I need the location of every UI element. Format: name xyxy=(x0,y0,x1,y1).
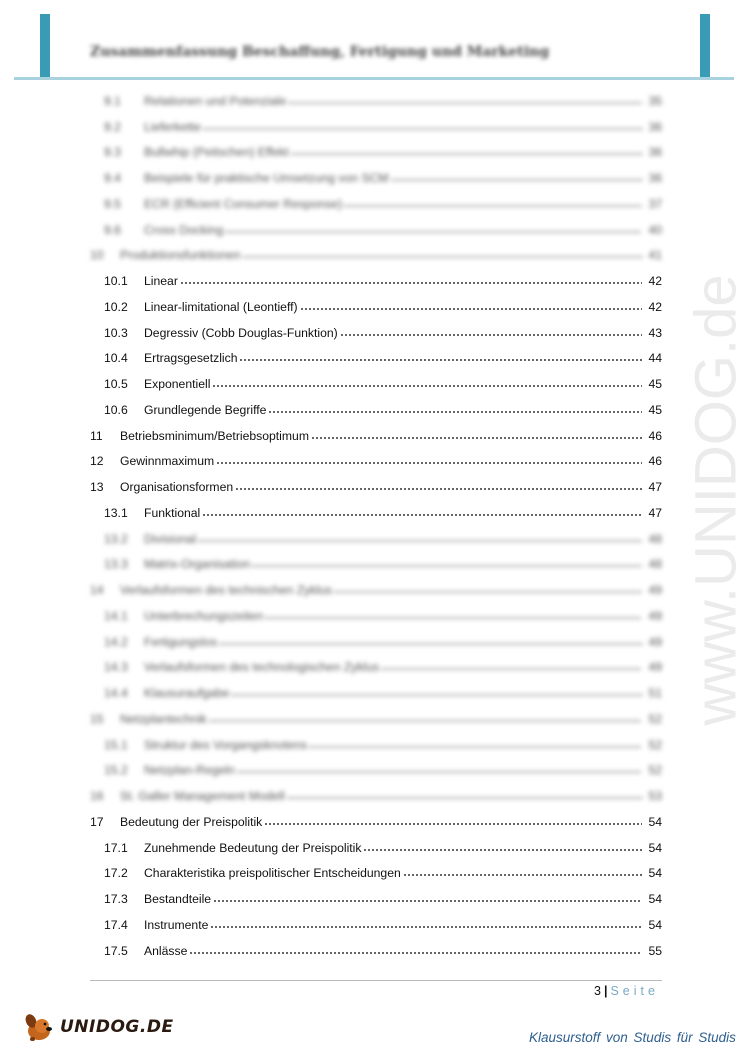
toc-entry[interactable] xyxy=(90,397,662,423)
toc-entry-title: Bullwhip (Peitschen) Effekt xyxy=(144,145,289,160)
toc-entry[interactable] xyxy=(90,912,662,938)
toc-entry-page: 37 xyxy=(648,196,662,211)
toc-entry-number: 13.3 xyxy=(104,557,128,572)
unidog-logo xyxy=(22,1012,174,1042)
toc-entry-title: Ertragsgesetzlich xyxy=(144,351,238,366)
toc-entry-page: 54 xyxy=(648,917,662,932)
toc-entry-page: 36 xyxy=(648,119,662,134)
toc-entry-title: Beispiele für praktische Umsetzung von SCM xyxy=(144,171,389,186)
toc-dot-leader xyxy=(225,227,642,237)
toc-dot-leader xyxy=(311,433,642,443)
toc-entry-page: 47 xyxy=(648,480,662,495)
toc-entry-number: 14 xyxy=(90,583,104,598)
header-divider xyxy=(14,77,734,80)
toc-entry-page: 46 xyxy=(648,428,662,443)
toc-entry-number: 15.1 xyxy=(104,737,128,752)
toc-entry[interactable] xyxy=(90,320,662,346)
toc-entry[interactable] xyxy=(90,526,662,552)
watermark: www.UNIDOG.de xyxy=(683,274,749,726)
toc-entry-number: 17.5 xyxy=(104,943,128,958)
toc-entry-number: 11 xyxy=(90,428,103,443)
toc-entry-page: 42 xyxy=(648,274,662,289)
toc-entry-title: Fertigungslos xyxy=(144,634,218,649)
toc-entry-page: 48 xyxy=(648,557,662,572)
toc-entry-title: Grundlegende Begriffe xyxy=(144,402,267,417)
toc-entry[interactable] xyxy=(90,217,662,243)
toc-entry-title: Produktionsfunktionen xyxy=(120,248,241,263)
toc-dot-leader xyxy=(381,664,642,674)
toc-dot-leader xyxy=(209,716,642,726)
toc-dot-leader xyxy=(203,124,642,134)
page-word: Seite xyxy=(610,984,659,998)
toc-entry-page: 49 xyxy=(648,583,662,598)
toc-dot-leader xyxy=(198,536,642,546)
toc-entry-number: 10.1 xyxy=(104,274,128,289)
toc-dot-leader xyxy=(300,304,642,314)
toc-entry-page: 44 xyxy=(648,351,662,366)
logo-text: UNIDOG.DE xyxy=(60,1017,174,1037)
toc-entry-number: 10.4 xyxy=(104,351,128,366)
toc-entry-title: Struktur des Vorgangsknotens xyxy=(144,737,308,752)
toc-dot-leader xyxy=(291,149,642,159)
toc-entry-page: 53 xyxy=(648,789,662,804)
toc-entry-number: 9.6 xyxy=(104,222,121,237)
toc-dot-leader xyxy=(340,330,642,340)
toc-entry-page: 48 xyxy=(648,531,662,546)
toc-entry-title: Funktional xyxy=(144,505,201,520)
header-accent-bar-left xyxy=(40,14,50,80)
toc-entry[interactable] xyxy=(90,500,662,526)
toc-entry-title: Linear-limitational (Leontieff) xyxy=(144,299,298,314)
toc-entry-number: 17 xyxy=(90,814,104,829)
toc-dot-leader xyxy=(288,98,642,108)
toc-entry-number: 14.3 xyxy=(104,660,128,675)
toc-entry[interactable] xyxy=(90,165,662,191)
slogan: Klausurstoff von Studis für Studis xyxy=(529,1030,736,1045)
toc-entry-title: ECR (Efficient Consumer Response) xyxy=(144,196,343,211)
toc-dot-leader xyxy=(268,407,642,417)
toc-entry-page: 52 xyxy=(648,763,662,778)
toc-entry-page: 47 xyxy=(648,505,662,520)
toc-entry-number: 12 xyxy=(90,454,104,469)
toc-dot-leader xyxy=(264,819,642,829)
toc-entry-number: 17.3 xyxy=(104,892,128,907)
toc-dot-leader xyxy=(309,742,642,752)
toc-dot-leader xyxy=(344,201,642,211)
document-header-title: Zusammenfassung Beschaffung, Fertigung und Marketing xyxy=(90,44,550,60)
dog-mascot-icon xyxy=(22,1012,56,1042)
toc-entry[interactable] xyxy=(90,783,662,809)
toc-entry-page: 49 xyxy=(648,608,662,623)
toc-entry-number: 9.1 xyxy=(104,93,121,108)
toc-entry-number: 13.1 xyxy=(104,505,128,520)
toc-entry-title: Divisional xyxy=(144,531,197,546)
toc-entry-title: Verlaufsformen des technologischen Zyklus xyxy=(144,660,380,675)
toc-entry[interactable] xyxy=(90,371,662,397)
toc-dot-leader xyxy=(252,561,642,571)
toc-dot-leader xyxy=(239,355,642,365)
toc-entry-number: 9.2 xyxy=(104,119,121,134)
toc-entry-number: 13 xyxy=(90,480,104,495)
toc-dot-leader xyxy=(391,175,642,185)
toc-entry[interactable] xyxy=(90,294,662,320)
toc-entry-page: 43 xyxy=(648,325,662,340)
toc-entry-title: Bedeutung der Preispolitik xyxy=(120,814,263,829)
toc-entry-page: 49 xyxy=(648,660,662,675)
toc-entry[interactable] xyxy=(90,114,662,140)
toc-entry-number: 9.4 xyxy=(104,171,121,186)
toc-entry[interactable] xyxy=(90,886,662,912)
toc-entry[interactable] xyxy=(90,346,662,372)
toc-dot-leader xyxy=(237,767,642,777)
toc-dot-leader xyxy=(287,793,642,803)
toc-entry-number: 9.3 xyxy=(104,145,121,160)
toc-dot-leader xyxy=(334,587,642,597)
page-number-value: 3 xyxy=(594,984,601,998)
toc-entry[interactable] xyxy=(90,938,662,964)
toc-entry-number: 10.6 xyxy=(104,402,128,417)
header-accent-bar-right xyxy=(700,14,710,80)
toc-entry-page: 51 xyxy=(648,686,662,701)
toc-entry-number: 14.1 xyxy=(104,608,128,623)
toc-entry-number: 14.2 xyxy=(104,634,128,649)
toc-dot-leader xyxy=(210,922,642,932)
toc-dot-leader xyxy=(189,948,642,958)
toc-entry[interactable] xyxy=(90,449,662,475)
toc-entry-title: Relationen und Potenziale xyxy=(144,93,287,108)
toc-entry[interactable] xyxy=(90,655,662,681)
toc-entry-page: 54 xyxy=(648,892,662,907)
toc-dot-leader xyxy=(235,484,642,494)
toc-entry[interactable] xyxy=(90,603,662,629)
toc-entry-page: 36 xyxy=(648,145,662,160)
toc-entry-number: 17.1 xyxy=(104,840,128,855)
toc-entry-number: 9.5 xyxy=(104,196,121,211)
toc-entry[interactable] xyxy=(90,88,662,114)
toc-dot-leader xyxy=(180,278,642,288)
toc-dot-leader xyxy=(216,458,642,468)
toc-entry-page: 36 xyxy=(648,171,662,186)
toc-entry-title: Linear xyxy=(144,274,178,289)
toc-entry[interactable] xyxy=(90,629,662,655)
toc-entry[interactable] xyxy=(90,577,662,603)
toc-entry-title: Verlaufsformen des technischen Zyklus xyxy=(120,583,333,598)
toc-entry-page: 52 xyxy=(648,737,662,752)
toc-dot-leader xyxy=(243,252,642,262)
toc-dot-leader xyxy=(213,896,642,906)
toc-entry[interactable] xyxy=(90,243,662,269)
toc-entry-title: Bestandteile xyxy=(144,892,212,907)
toc-entry-title: Anlässe xyxy=(144,943,188,958)
toc-entry-number: 14.4 xyxy=(104,686,128,701)
toc-dot-leader xyxy=(403,870,642,880)
page-number-separator: | xyxy=(603,984,608,998)
toc-entry-page: 46 xyxy=(648,454,662,469)
toc-entry[interactable] xyxy=(90,423,662,449)
toc-entry[interactable] xyxy=(90,758,662,784)
toc-entry[interactable] xyxy=(90,861,662,887)
toc-entry-title: Organisationsformen xyxy=(120,480,234,495)
toc-entry[interactable] xyxy=(90,835,662,861)
toc-entry-page: 40 xyxy=(648,222,662,237)
toc-entry-number: 10.2 xyxy=(104,299,128,314)
toc-entry-title: Zunehmende Bedeutung der Preispolitik xyxy=(144,840,362,855)
toc-entry[interactable] xyxy=(90,680,662,706)
toc-entry-title: Betriebsminimum/Betriebsoptimum xyxy=(120,428,309,443)
toc-entry-page: 35 xyxy=(648,93,662,108)
toc-entry-page: 54 xyxy=(648,866,662,881)
page-number xyxy=(594,984,659,998)
toc-entry[interactable] xyxy=(90,706,662,732)
toc-entry-number: 17.2 xyxy=(104,866,128,881)
toc-entry[interactable] xyxy=(90,474,662,500)
toc-entry-number: 15 xyxy=(90,711,104,726)
toc-entry-page: 49 xyxy=(648,634,662,649)
toc-dot-leader xyxy=(219,639,642,649)
toc-entry-title: Degressiv (Cobb Douglas-Funktion) xyxy=(144,325,338,340)
toc-entry-title: Klausuraufgabe xyxy=(144,686,230,701)
toc-entry-title: Cross Docking xyxy=(144,222,224,237)
toc-dot-leader xyxy=(212,381,642,391)
toc-entry[interactable] xyxy=(90,552,662,578)
toc-entry-title: Charakteristika preispolitischer Entscheidungen xyxy=(144,866,401,881)
toc-entry-page: 41 xyxy=(648,248,662,263)
toc-entry-title: St. Galler Management Modell xyxy=(120,789,285,804)
toc-entry[interactable] xyxy=(90,191,662,217)
toc-entry[interactable] xyxy=(90,732,662,758)
toc-entry-title: Exponentiell xyxy=(144,377,211,392)
toc-entry-number: 10 xyxy=(90,248,104,263)
toc-entry-number: 13.2 xyxy=(104,531,128,546)
toc-entry-number: 15.2 xyxy=(104,763,128,778)
toc-entry-page: 45 xyxy=(648,402,662,417)
toc-dot-leader xyxy=(231,690,642,700)
toc-entry-page: 54 xyxy=(648,814,662,829)
toc-entry-page: 55 xyxy=(648,943,662,958)
toc-entry[interactable] xyxy=(90,809,662,835)
toc-entry-number: 16 xyxy=(90,789,104,804)
toc-entry-page: 42 xyxy=(648,299,662,314)
toc-entry[interactable] xyxy=(90,140,662,166)
toc-entry-title: Netzplan-Regeln xyxy=(144,763,235,778)
toc-entry-page: 54 xyxy=(648,840,662,855)
table-of-contents xyxy=(90,88,662,964)
toc-entry-number: 10.5 xyxy=(104,377,128,392)
toc-entry[interactable] xyxy=(90,268,662,294)
toc-entry-page: 45 xyxy=(648,377,662,392)
footer-divider xyxy=(90,980,662,981)
toc-entry-title: Instrumente xyxy=(144,917,209,932)
toc-dot-leader xyxy=(202,510,642,520)
toc-dot-leader xyxy=(363,845,642,855)
toc-entry-title: Unterbrechungszeiten xyxy=(144,608,264,623)
toc-entry-title: Gewinnmaximum xyxy=(120,454,215,469)
toc-entry-number: 10.3 xyxy=(104,325,128,340)
toc-entry-title: Lieferkette xyxy=(144,119,201,134)
toc-entry-page: 52 xyxy=(648,711,662,726)
toc-entry-number: 17.4 xyxy=(104,917,128,932)
toc-entry-title: Matrix-Organisation xyxy=(144,557,251,572)
toc-dot-leader xyxy=(265,613,642,623)
toc-entry-title: Netzplantechnik xyxy=(120,711,207,726)
